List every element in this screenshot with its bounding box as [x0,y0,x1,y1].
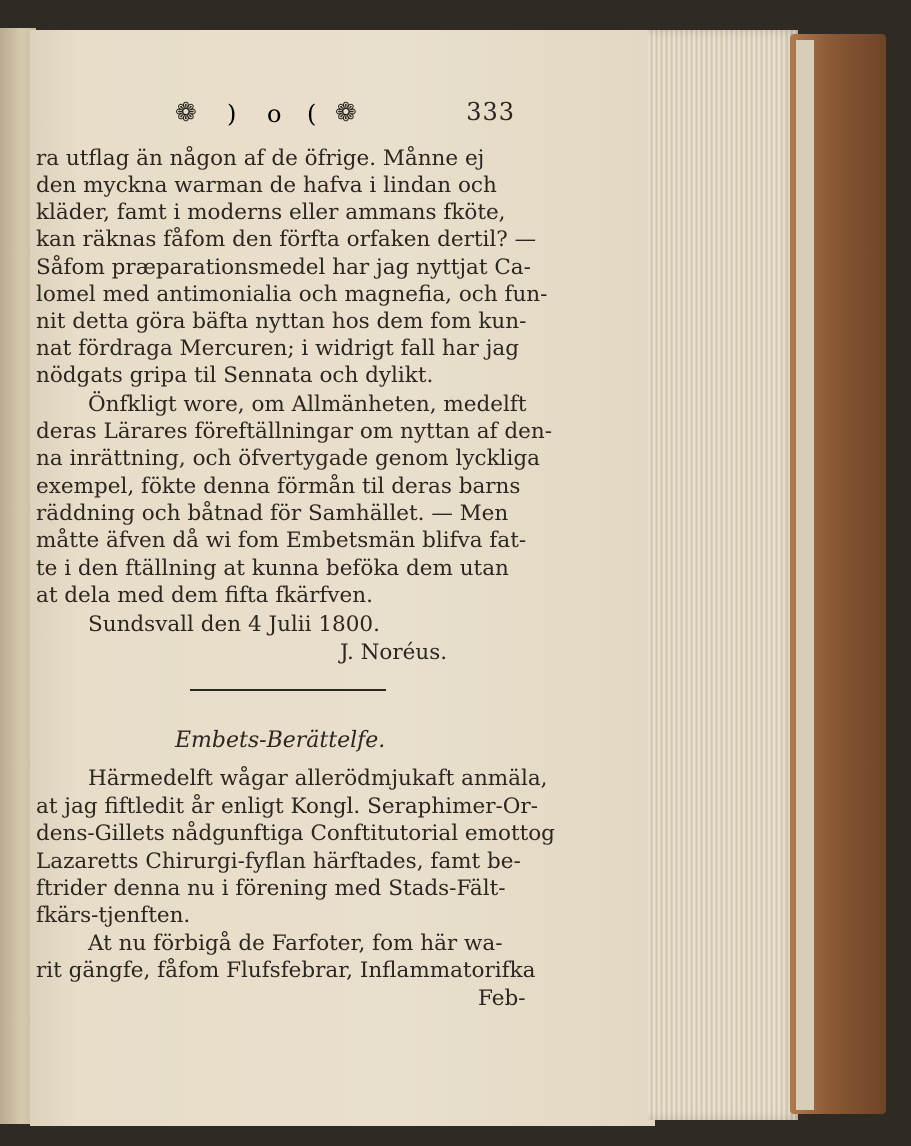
header-center: o [267,100,282,128]
signature: J. Noréus. [340,640,448,665]
text-line: At nu förbigå de Farfoter, fom här wa- [88,931,503,956]
text-line: kläder, famt i moderns eller ammans fköte, [36,200,506,225]
text-line: deras Lärares föreftällningar om nyttan af den- [36,419,552,444]
text-line: ra utflag än någon af de öfrige. Månne ej [36,146,485,171]
section-rule [190,689,386,691]
ornament-icon: ❁ [335,98,357,128]
text-line: at dela med dem fifta fkärfven. [36,583,373,608]
page-fore-edge [648,30,798,1120]
text-line: fkärs-tjenften. [36,903,191,928]
text-line: nödgats gripa til Sennata och dylikt. [36,363,434,388]
text-line: nat fördraga Mercuren; i widrigt fall har jag [36,336,519,361]
running-header [175,98,515,130]
text-line: räddning och båtnad för Samhället. — Men [36,501,509,526]
text-line: at jag fiftledit år enligt Kongl. Seraphimer-Or- [36,794,538,819]
text-line: ftrider denna nu i förening med Stads-Fält- [36,876,506,901]
text-line: den myckna warman de hafva i lindan och [36,173,497,198]
text-line: kan räknas fåfom den förfta orfaken dertil? — [36,227,537,252]
text-line: dens-Gillets nådgunftiga Conftitutorial emottog [36,821,555,846]
text-line: Såfom præparationsmedel har jag nyttjat Ca- [36,255,531,280]
date-line: Sundsvall den 4 Julii 1800. [88,612,380,637]
text-line: na inrättning, och öfvertygade genom lyckliga [36,446,540,471]
ornament-icon: ❁ [175,98,197,128]
text-line: Lazaretts Chirurgi-fyflan härftades, famt be- [36,849,521,874]
text-line: te i den ftällning at kunna befökа dem utan [36,556,509,581]
text-line: Härmedelft wågar allerödmjukaft anmäla, [88,766,548,791]
page-number: 333 [466,98,515,126]
header-paren-right: ( [307,100,317,128]
section-title: Embets-Berättelfe. [175,728,386,753]
text-line: måtte äfven då wi fom Embetsmän blifva fat- [36,528,527,553]
header-paren-left: ) [227,100,237,128]
text-line: exempel, fökte denna förmån til deras barns [36,474,521,499]
catchword: Feb- [478,986,526,1011]
text-line: lomel med antimonialia och magnefia, och fun- [36,282,548,307]
text-line: Önfkligt wore, om Allmänheten, medelft [88,392,527,417]
text-line: rit gängfe, fåfom Flufsfebrar, Inflammatorifka [36,958,536,983]
text-line: nit detta göra bäfta nyttan hos dem fom kun- [36,309,527,334]
cover-lining [796,40,814,1110]
